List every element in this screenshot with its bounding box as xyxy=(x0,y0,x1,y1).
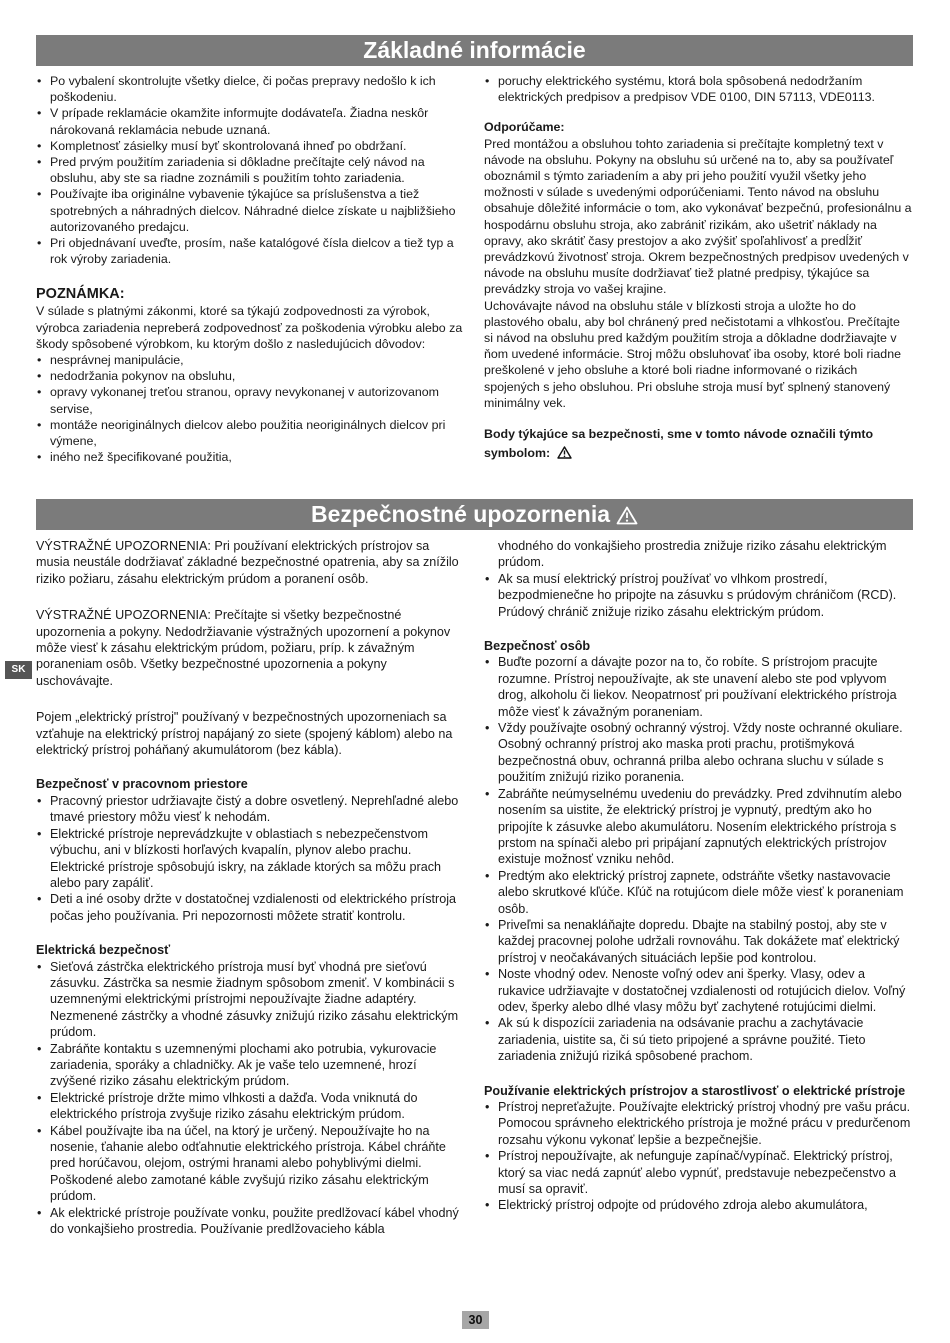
safety-left-column xyxy=(36,538,464,1237)
list-item: • Pri objednávaní uveďte, prosím, naše katalógové čísla dielcov a tiež typ a rok výroby zariadenia. xyxy=(36,235,464,267)
basic-info-right-column xyxy=(484,73,912,463)
list-item: • Noste vhodný odev. Nenoste voľný odev ani šperky. Vlasy, odev a rukavice udržiavajte v dostatočnej vzdialenosti od rotujúcich dielov. Voľný odev, šperky alebo dlhé vlasy môžu byť zachytené rotujúcimi dielmi. xyxy=(484,966,912,1015)
list-item: • V prípade reklamácie okamžite informujte dodávateľa. Žiadna neskôr nárokovaná reklamácia nebude uznaná. xyxy=(36,105,464,137)
continued-list xyxy=(484,571,912,620)
list-item: • Po vybalení skontrolujte všetky dielce, či počas prepravy nedošlo k ich poškodeniu. xyxy=(36,73,464,105)
workplace-list xyxy=(36,793,464,924)
list-item: • Vždy používajte osobný ochranný výstroj. Vždy noste ochranné okuliare. Osobný ochranný prístroj ako maska proti prachu, protišmyková bezpečnostná obuv, ochranná prilba alebo ochrana sluchu v súlade s použitím znižujú riziko poranenia. xyxy=(484,720,912,786)
warning-triangle-icon xyxy=(557,446,572,459)
list-item: • Používajte iba originálne vybavenie týkajúce sa príslušenstva a tiež spotrebných a náhradných dielcov. Náhradné dielce získate u najbližšieho autorizovaného predajcu. xyxy=(36,186,464,235)
persons-list xyxy=(484,654,912,1064)
basic-info-left-column xyxy=(36,73,464,465)
list-item: • Ak elektrické prístroje používate vonku, použite predlžovací kábel vhodný do vonkajšieho prostredia. Používanie predlžovacieho kábla xyxy=(36,1205,464,1238)
warning-paragraph-1: VÝSTRAŽNÉ UPOZORNENIA: Pri používaní elektrických prístrojov sa musia neustále dodržiavať základné bezpečnostné opatrenia, aby sa znížilo riziko požiaru, zásahu elektrickým prúdom a poranení osôb. xyxy=(36,539,459,586)
electrical-heading: Elektrická bezpečnosť xyxy=(36,943,171,958)
list-item: • nedodržania pokynov na obsluhu, xyxy=(36,368,464,384)
list-item: • Predtým ako elektrický prístroj zapnete, odstráňte všetky nastavovacie alebo skrutkové kľúče. Kľúč na rotujúcom diele môže viesť k poraneniam osôb. xyxy=(484,868,912,917)
language-tab xyxy=(5,661,32,679)
list-item: • Pracovný priestor udržiavajte čistý a dobre osvetlený. Neprehľadné alebo tmavé priestory môžu viesť k nehodám. xyxy=(36,793,464,826)
recommend-paragraph: Pred montážou a obsluhou tohto zariadenia si prečítajte kompletný text v návode na obsluhu. Pokyny na obsluhu sú určené na to, aby sa používateľ oboznámil s týmto zariadením a aby pri jeho použití využil všetky jeho možnosti v súlade s uvedenými odporúčeniami. Tento návod na obsluhu obsahuje dôležité informácie o tom, ako vykonávať bezpečnú, profesionálnu a hospodárnu obsluhu stroja, ako zabrániť rizikám, ako ušetriť náklady na opravy, ako skrátiť časy prestojov a ako zvýšiť spoľahlivosť a predĺžiť prevádzkovú životnosť stroja. Okrem bezpečnostných predpisov uvedených v návode na obsluhu musíte dodržiavať tiež platné predpisy, týkajúce sa prevádzky stroja vo vašej krajine. xyxy=(484,136,912,297)
section-title-safety: Bezpečnostné upozornenia xyxy=(310,501,611,527)
workplace-heading: Bezpečnosť v pracovnom priestore xyxy=(36,777,248,792)
list-item: • Priveľmi sa nenakláňajte dopredu. Dbajte na stabilný postoj, aby ste v každej pracovnej polohe udržali rovnováhu. Tak dokážete mať elektrický prístroj v neočakávaných situáciách lepšie pod kontrolou. xyxy=(484,917,912,966)
section-header-basic-info xyxy=(36,35,913,66)
electrical-list xyxy=(36,959,464,1238)
list-item: • Buďte pozorní a dávajte pozor na to, čo robíte. S prístrojom pracujte rozumne. Prístroj nepoužívajte, ak ste unavení alebo ste pod vplyvom drog, alkoholu či liekov. Neopatrnosť pri používaní elektrického prístroja môže viesť k závažným poraneniam. xyxy=(484,654,912,720)
list-item: • montáže neoriginálnych dielcov alebo použitia neoriginálnych dielcov pri výmene, xyxy=(36,417,464,449)
page-number xyxy=(462,1311,489,1329)
keep-manual-paragraph: Uchovávajte návod na obsluhu stále v blízkosti stroja a uložte ho do plastového obalu, aby bol chránený pred nečistotami a vlhkosťou. Prečítajte si návod na obsluhu pred každým použitím stroja a dôkladne dodržiavajte v ňom uvedené informácie. Stroj môžu obsluhovať iba osoby, ktoré boli riadne preškolené v jeho obsluhe a ktoré boli riadne informované o rizikách spojených s jeho obsluhou. Pri obsluhe stroja musí byť splnený stanovený minimálny vek. xyxy=(484,298,901,410)
continued-paragraph: vhodného do vonkajšieho prostredia znižuje riziko zásahu elektrickým prúdom. xyxy=(498,539,887,570)
section-header-safety xyxy=(36,499,913,530)
persons-heading: Bezpečnosť osôb xyxy=(484,639,591,654)
list-item: • Kábel používajte iba na účel, na ktorý je určený. Nepoužívajte ho na nosenie, ťahanie alebo odťahnutie elektrického prístroja. Kábel chráňte pred horúčavou, olejom, ostrými hranami alebo pohyblivými dielmi. Poškodené alebo zamotané káble zvyšujú riziko zásahu elektrickým prúdom. xyxy=(36,1123,464,1205)
list-item: • Sieťová zástrčka elektrického prístroja musí byť vhodná pre sieťovú zásuvku. Zástrčka sa nesmie žiadnym spôsobom zmeniť. V kombinácii s uzemnenými elektrickými prístrojmi nepoužívajte žiadne adaptéry. Nezmenené zástrčky a vhodné zásuvky znižujú riziko zásahu elektrickým prúdom. xyxy=(36,959,464,1041)
list-item: • Pred prvým použitím zariadenia si dôkladne prečítajte celý návod na obsluhu, aby ste sa riadne zoznámili s použitím tohto zariadenia. xyxy=(36,154,464,186)
basic-info-right-list xyxy=(484,73,912,105)
definition-paragraph: Pojem „elektrický prístroj" používaný v bezpečnostných upozorneniach sa vzťahuje na elektrický prístroj napájaný zo siete (spojený káblom) alebo na elektrický prístroj poháňaný akumulátorom (bez kábla). xyxy=(36,710,453,758)
page-number-label: 30 xyxy=(468,1313,483,1327)
list-item: • Elektrický prístroj odpojte od prúdového zdroja alebo akumulátora, xyxy=(484,1197,912,1213)
warning-triangle-icon xyxy=(616,506,638,525)
note-list xyxy=(36,352,464,465)
safety-right-column xyxy=(484,538,912,1214)
list-item: • Zabráňte neúmyselnému uvedeniu do prevádzky. Pred zdvihnutím alebo nosením sa uistite, že elektrický prístroj je vypnutý, predtým ako ho pripojíte k zásuvke alebo akumulátoru. Nosením elektrického prístroja s prstom na spínači alebo pri pripájaní zapnutých elektrických prístrojov existuje možnosť vzniku nehôd. xyxy=(484,786,912,868)
list-item: • poruchy elektrického systému, ktorá bola spôsobená nedodržaním elektrických predpisov a predpisov VDE 0100, DIN 57113, VDE0113. xyxy=(484,73,912,105)
list-item: • nesprávnej manipulácie, xyxy=(36,352,464,368)
list-item: • Elektrické prístroje držte mimo vlhkosti a dažďa. Voda vniknutá do elektrického prístroja zvyšuje riziko zásahu elektrickým prúdom. xyxy=(36,1090,464,1123)
language-tab-label: SK xyxy=(11,664,26,675)
list-item: • iného než špecifikované použitia, xyxy=(36,449,464,465)
list-item: • Kompletnosť zásielky musí byť skontrolovaná ihneď po obdržaní. xyxy=(36,138,464,154)
section-title-basic-info: Základné informácie xyxy=(363,37,586,63)
note-heading: POZNÁMKA: xyxy=(36,286,125,303)
symbol-note: Body týkajúce sa bezpečnosti, sme v tomto návode označili týmto symbolom: xyxy=(484,427,874,461)
list-item: • Deti a iné osoby držte v dostatočnej vzdialenosti od elektrického prístroja počas jeho používania. Pri nepozornosti môžete stratiť kontrolu. xyxy=(36,891,464,924)
basic-info-list xyxy=(36,73,464,267)
list-item: • Elektrické prístroje neprevádzkujte v oblastiach s nebezpečenstvom výbuchu, ani v blízkosti horľavých kvapalín, plynov alebo prachu. Elektrické prístroje spôsobujú iskry, na základe ktorých sa môžu prach alebo pary zapáliť. xyxy=(36,826,464,892)
recommend-heading: Odporúčame: xyxy=(484,120,565,135)
usage-list xyxy=(484,1099,912,1214)
warning-paragraph-2: VÝSTRAŽNÉ UPOZORNENIA: Prečítajte si všetky bezpečnostné upozornenia a pokyny. Nedodržiavanie výstražných upozornení a pokynov môže viesť k zásahu elektrickým prúdom, požiaru, príp. k závažným poraneniam osôb. Všetky bezpečnostné upozornenia a pokyny uschovávajte. xyxy=(36,608,451,688)
note-paragraph: V súlade s platnými zákonmi, ktoré sa týkajú zodpovednosti za výrobok, výrobca zariadenia nepreberá zodpovednosť za poškodenia výrobku alebo za škody spôsobené výrobkom, ku ktorým došlo z nasledujúcich dôvodov: xyxy=(36,304,463,351)
list-item: • Ak sa musí elektrický prístroj používať vo vlhkom prostredí, bezpodmienečne ho pripojte na zásuvku s prúdovým chráničom (RCD). Prúdový chránič znižuje riziko zásahu elektrickým prúdom. xyxy=(484,571,912,620)
usage-heading: Používanie elektrických prístrojov a starostlivosť o elektrické prístroje xyxy=(484,1083,906,1098)
list-item: • opravy vykonanej treťou stranou, opravy nevykonanej v autorizovanom servise, xyxy=(36,384,464,416)
list-item: • Zabráňte kontaktu s uzemnenými plochami ako potrubia, vykurovacie zariadenia, sporáky a chladničky. Ak je vaše telo uzemnené, hrozí zvýšené riziko zásahu elektrickým prúdom. xyxy=(36,1041,464,1090)
list-item: • Ak sú k dispozícii zariadenia na odsávanie prachu a zachytávacie zariadenia, uistite sa, či sú tieto pripojené a správne použité. Tieto zariadenia znižujú riziká spôsobené prachom. xyxy=(484,1015,912,1064)
list-item: • Prístroj nepoužívajte, ak nefunguje zapínač/vypínač. Elektrický prístroj, ktorý sa viac nedá zapnúť alebo vypnúť, predstavuje nebezpečenstvo a musí sa opraviť. xyxy=(484,1148,912,1197)
list-item: • Prístroj nepreťažujte. Používajte elektrický prístroj vhodný pre vašu prácu. Pomocou správneho elektrického prístroja je možné prácu v predurčenom rozsahu výkonu vykonať lepšie a bezpečnejšie. xyxy=(484,1099,912,1148)
